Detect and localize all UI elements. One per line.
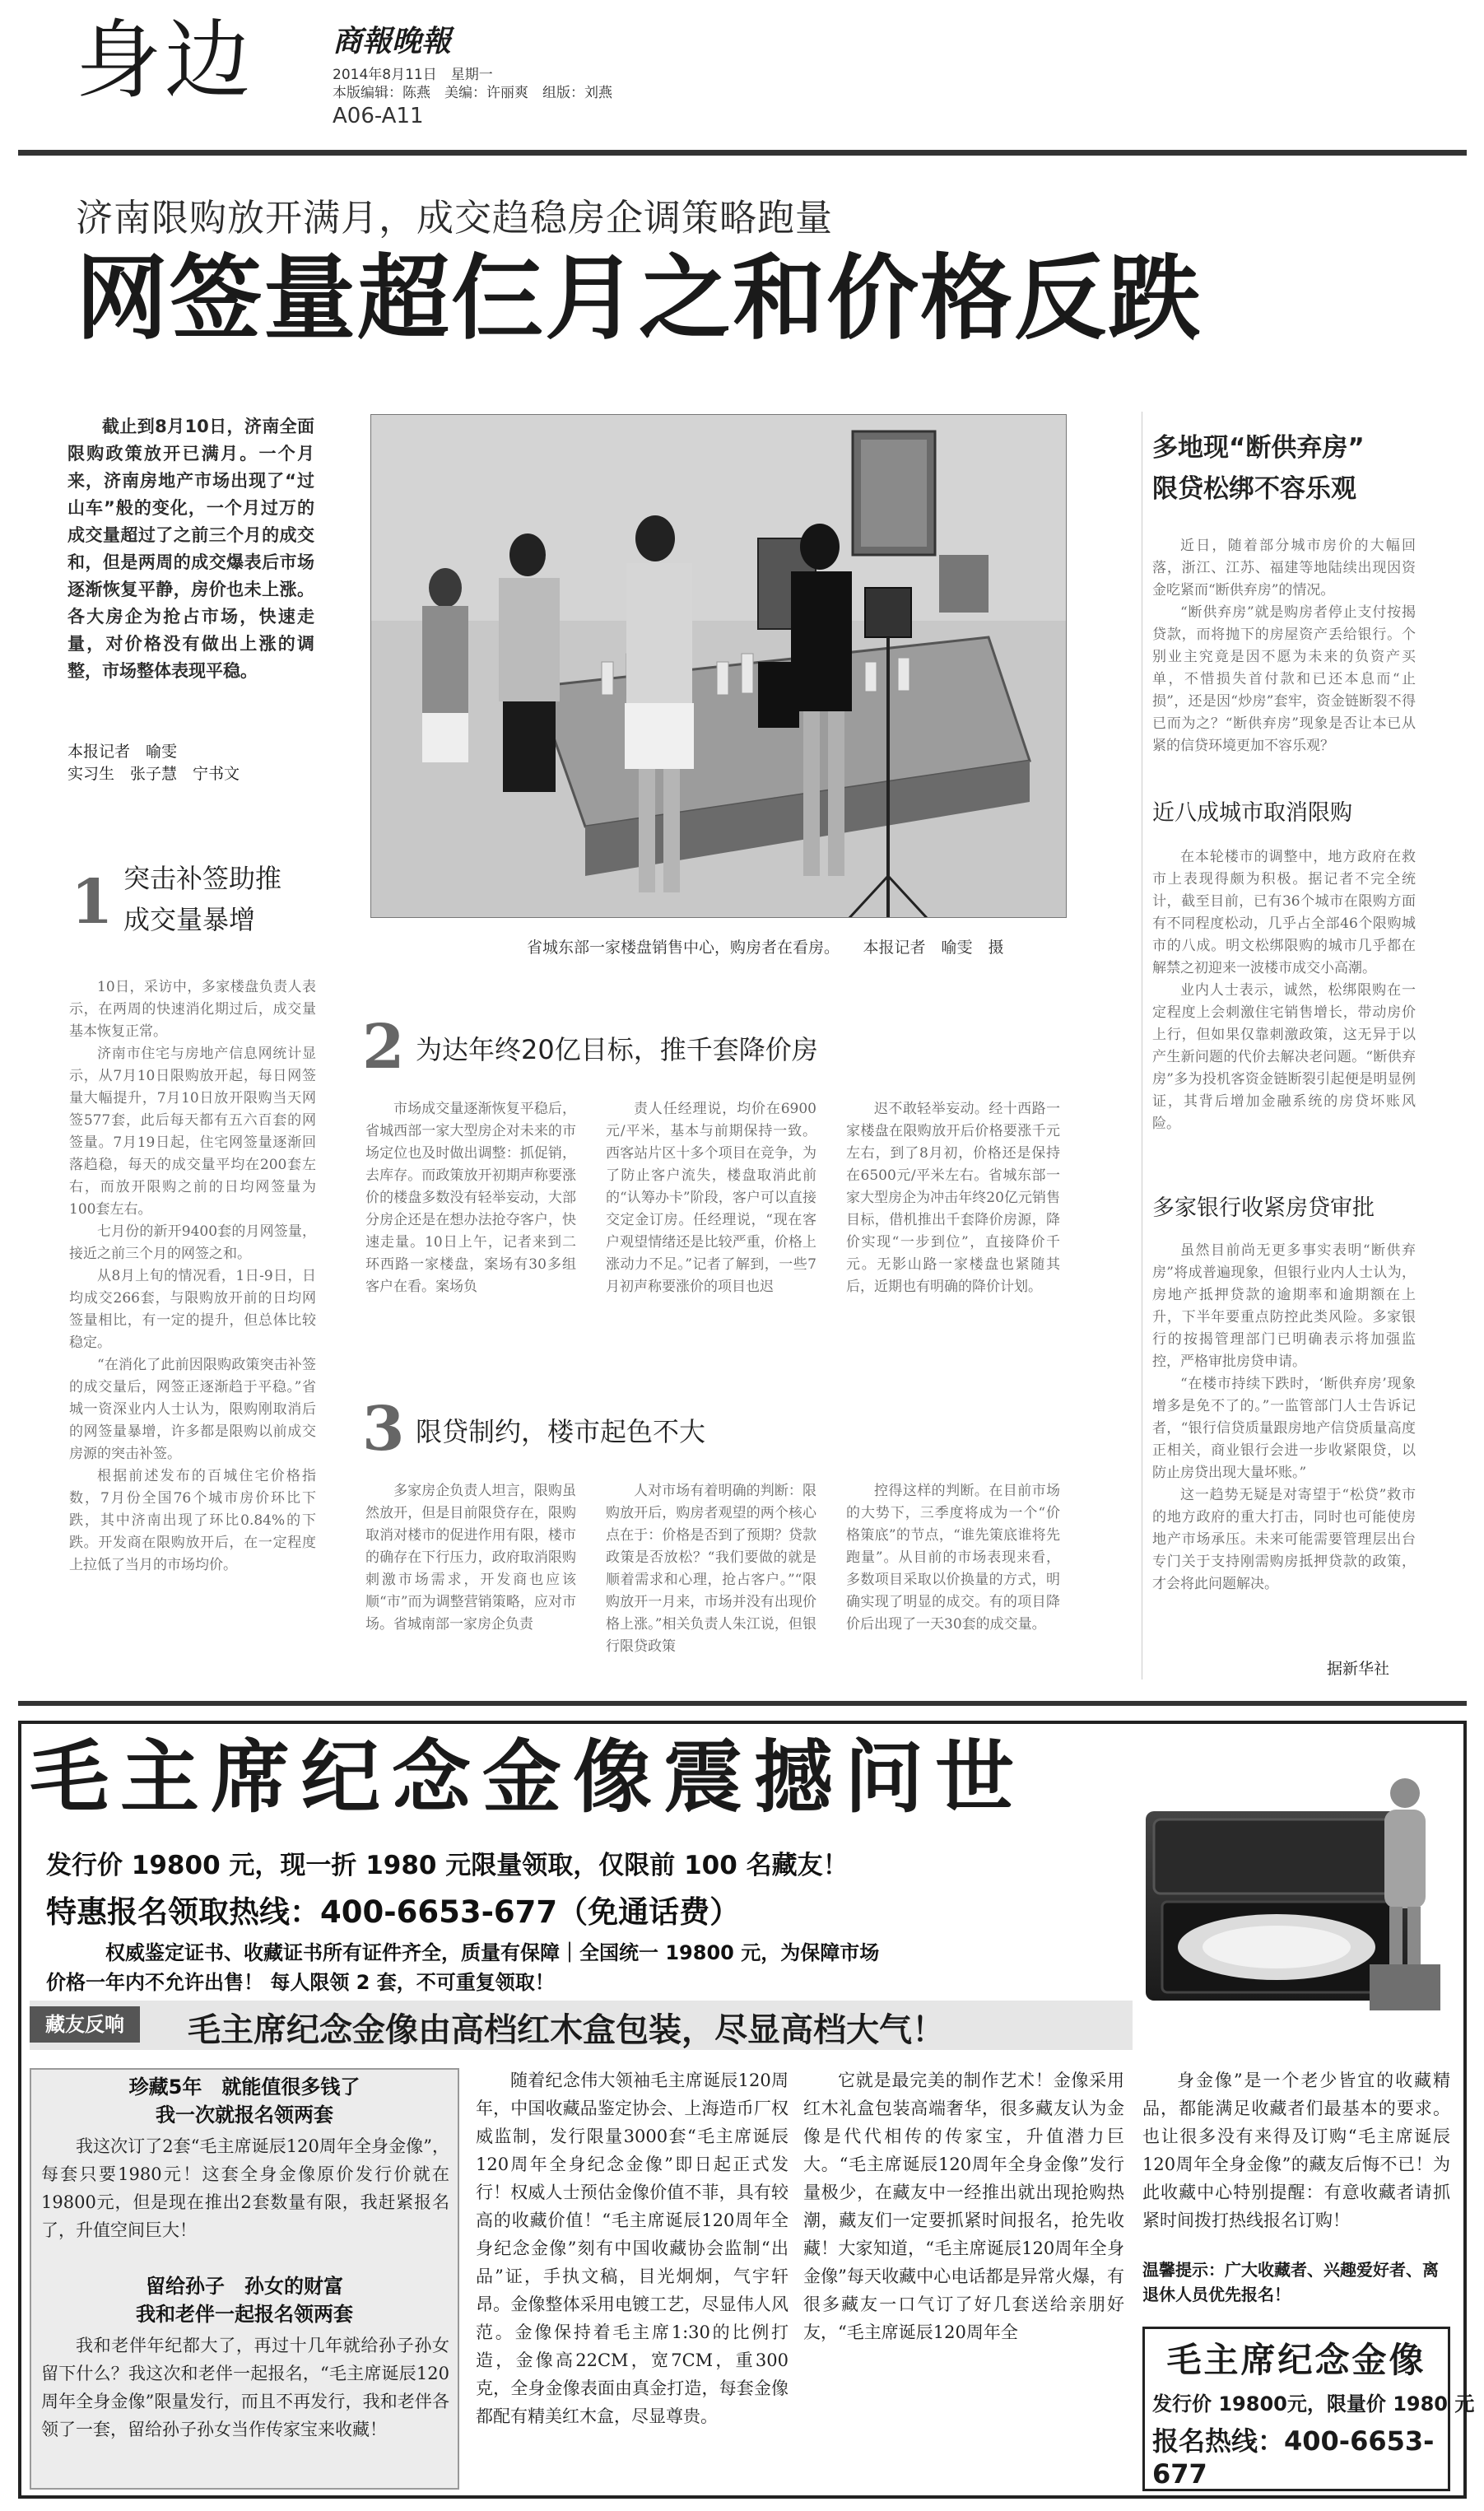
section-2-col1-text: 市场成交量逐渐恢复平稳后，省城西部一家大型房企对未来的市场定位也及时做出调整：抓促销，去库存。而政策放开初期声称要涨价的楼盘多数没有轻举妄动，大部分房企还是在想办法抢夺客户，快速走量。10日上午，记者来到二环西路一家楼盘，案场有30多组客户在看。案场负 — [365, 1101, 576, 1295]
ad-body-col4-text: 身金像”是一个老少皆宜的收藏精品，都能满足收藏者们最基本的要求。也让很多没有来得及订购“毛主席诞辰120周年全身金像”的藏友后悔不已！为此收藏中心特别提醒：有意收藏者请抓紧时间拨打热线报名订购！ — [1142, 2071, 1450, 2230]
sidebar-body-2 — [1152, 846, 1416, 1135]
section-bottom-rule — [18, 1701, 1467, 1706]
editor-line: 本版编辑：陈燕 美编：许丽爽 组版：刘燕 — [333, 85, 612, 101]
byline-reporter: 本报记者 喻雯 — [67, 743, 178, 761]
statue-image — [1360, 1770, 1450, 2017]
testimonial-1-subtitle: 我一次就报名领两套 — [156, 2103, 333, 2127]
section-2-col2 — [606, 1098, 816, 1298]
sidebar-source: 据新华社 — [1327, 1660, 1390, 1678]
ad-headline: 毛主席纪念金像震撼问世 — [30, 1731, 1026, 1824]
section-2-col3-text: 迟不敢轻举妄动。经十西路一家楼盘在限购放开后价格要涨千元左右，到了8月初，价格还是保持在6500元/平米左右。省城东部一家大型房企为冲击年终20亿元销售目标，借机推出千套降价房源，降价实现“一步到位”，直接降价千元。无影山路一家楼盘也紧随其后，近期也有明确的降价计划。 — [846, 1101, 1060, 1295]
section-1-number: 1 — [71, 867, 114, 938]
testimonial-2-title: 留给孙子 孙女的财富 — [146, 2275, 343, 2298]
sidebar-subhead-2: 多家银行收紧房贷审批 — [1152, 1195, 1375, 1221]
section-3-col1 — [365, 1480, 576, 1636]
page-range: A06-A11 — [333, 104, 424, 128]
date-line: 2014年8月11日 星期一 — [333, 67, 493, 83]
photo-caption: 省城东部一家楼盘销售中心，购房者在看房。 本报记者 喻雯 摄 — [527, 939, 1004, 957]
ad-card-price: 发行价 19800元，限量价 1980 元 — [1152, 2392, 1475, 2415]
section-3-col3 — [846, 1480, 1060, 1636]
testimonial-1-text — [41, 2132, 449, 2244]
ad-cert-line2: 价格一年内不允许出售！ 每人限领 2 套，不可重复领取！ — [46, 1971, 555, 1994]
section-1-paragraph: 从8月上旬的情况看，1日-9日，日均成交266套，与限购放开前的日均网签量相比，有一定的提升，但总体比较稳定。 — [69, 1268, 316, 1351]
sidebar-heading-line2: 限贷松绑不容乐观 — [1152, 474, 1356, 504]
sales-center-photo — [370, 414, 1067, 918]
masthead-rule — [18, 150, 1467, 156]
ad-card-hotline: 报名热线：400-6653-677 — [1152, 2425, 1435, 2490]
sidebar-paragraph: 虽然目前尚无更多事实表明“断供弃房”将成普遍现象，但银行业内人士认为，房地产抵押贷款的逾期率和逾期额在上升，下半年要重点防控此类风险。多家银行的按揭管理部门已明确表示将加强监控，严格审批房贷申请。 — [1152, 1242, 1416, 1370]
paper-logo: 商報晚報 — [333, 24, 452, 58]
section-3-col3-text: 控得这样的判断。在目前市场的大势下，三季度将成为一个“价格策底”的节点，“谁先策底谁将先跑量”。从目前的市场表现来看，多数项目采取以价换量的方式，明确实现了明显的成交。有的项目降价后出现了一天30套的成交量。 — [846, 1483, 1060, 1633]
section-1-paragraph: 根据前述发布的百城住宅价格指数，7月份全国76个城市房价环比下跌，其中济南出现了环比0.84%的下跌。开发商在限购放开后，在一定程度上拉低了当月的市场均价。 — [69, 1468, 316, 1573]
article-headline: 网签量超仨月之和价格反跌 — [76, 245, 1202, 352]
testimonial-2-paragraph: 我和老伴年纪都大了，再过十几年就给孙子孙女留下什么？我这次和老伴一起报名，“毛主席诞辰120周年全身金像”限量发行，而且不再发行，我和老伴各领了一套，留给孙子孙女当作传家宝来收藏！ — [41, 2336, 449, 2439]
testimonial-2-text — [41, 2332, 449, 2443]
ad-price-line: 发行价 19800 元，现一折 1980 元限量领取，仅限前 100 名藏友！ — [46, 1851, 849, 1880]
sidebar-subhead-1: 近八成城市取消限购 — [1152, 800, 1352, 826]
sidebar-paragraph: 在本轮楼市的调整中，地方政府在救市上表现得颇为积极。据记者不完全统计，截至目前，已有36个城市在限购方面有不同程度松动，几乎占全部46个限购城市的八成。明文松绑限购的城市几乎都在解禁之初迎来一波楼市成交小高潮。 — [1152, 849, 1416, 976]
sidebar-paragraph: 业内人士表示，诚然，松绑限购在一定程度上会刺激住宅销售增长，带动房价上行，但如果仅靠刺激政策，这无异于以产生新问题的代价去解决老问题。“断供弃房”多为投机客资金链断裂引起便是明显例证，其背后增加金融系统的房贷坏账风险。 — [1152, 982, 1416, 1132]
section-3-col2 — [606, 1480, 816, 1658]
section-1-title-line1: 突击补签助推 — [123, 863, 282, 894]
section-1-title-line2: 成交量暴增 — [123, 904, 256, 935]
article-kicker: 济南限购放开满月，成交趋稳房企调策略跑量 — [76, 196, 834, 240]
testimonial-2-subtitle: 我和老伴一起报名领两套 — [136, 2303, 353, 2326]
article-lead — [67, 413, 314, 685]
section-3-number: 3 — [362, 1394, 405, 1465]
section-2-col3 — [846, 1098, 1060, 1298]
sidebar-body-3 — [1152, 1240, 1416, 1596]
lead-paragraph: 截止到8月10日，济南全面限购政策放开已满月。一个月来，济南房地产市场出现了“过山车”般的变化，一个月过万的成交量超过了之前三个月的成交和，但是两周的成交爆表后市场逐渐恢复平静，房价也未上涨。各大房企为抢占市场，快速走量，对价格没有做出上涨的调整，市场整体表现平稳。 — [67, 417, 314, 681]
ad-body-col3-text: 它就是最完美的制作艺术！金像采用红木礼盒包装高端奢华，很多藏友认为金像是代代相传的传家宝，升值潜力巨大。“毛主席诞辰120周年全身金像”发行量极少，在藏友中一经推出就出现抢购热潮，藏友们一定要抓紧时间报名，抢先收藏！大家知道，“毛主席诞辰120周年全身金像”每天收藏中心电话都是异常火爆，有很多藏友一口气订了好几套送给亲朋好友，“毛主席诞辰120周年全 — [803, 2071, 1124, 2342]
ad-feedback-tag: 藏友反响 — [30, 2006, 140, 2043]
section-1-paragraph: “在消化了此前因限购政策突击补签的成交量后，网签正逐渐趋于平稳。”省城一资深业内人士认为，限购刚取消后的网签量暴增，许多都是限购以前成交房源的突击补签。 — [69, 1357, 316, 1462]
sidebar-paragraph: 近日，随着部分城市房价的大幅回落，浙江、江苏、福建等地陆续出现因资金吃紧而“断供弃房”的情况。 — [1152, 538, 1416, 599]
testimonial-1-paragraph: 我这次订了2套“毛主席诞辰120周年全身金像”，每套只要1980元！这套全身金像原价发行价就在19800元，但是现在推出2套数量有限，我赶紧报名了，升值空间巨大！ — [41, 2136, 449, 2240]
sidebar-paragraph: “在楼市持续下跌时，‘断供弃房’现象增多是免不了的。”一监管部门人士告诉记者，“银行信贷质量跟房地产信贷质量高度正相关，商业银行会进一步收紧限贷，以防止房贷出现大量坏账。” — [1152, 1376, 1416, 1481]
photo-illustration — [371, 415, 1067, 918]
section-2-col2-text: 责人任经理说，均价在6900元/平米，基本与前期保持一致。西客站片区十多个项目在竞争，为了防止客户流失，楼盘取消此前的“认筹办卡”阶段，客户可以直接交定金订房。任经理说，“现在客户观望情绪还是比较严重，价格上涨动力不足。”记者了解到，一些7月初声称要涨价的项目也迟 — [606, 1101, 816, 1295]
section-1-paragraph: 10日，采访中，多家楼盘负责人表示，在两周的快速消化期过后，成交量基本恢复正常。 — [69, 979, 316, 1040]
ad-body-col4 — [1142, 2066, 1450, 2248]
section-1-body — [69, 976, 316, 1577]
testimonial-1-title: 珍藏5年 就能值很多钱了 — [128, 2075, 361, 2099]
byline-interns: 实习生 张子慧 宁书文 — [67, 765, 240, 783]
ad-body-col3 — [803, 2066, 1124, 2488]
ad-card-title: 毛主席纪念金像 — [1166, 2340, 1426, 2380]
ad-body-col2 — [476, 2066, 789, 2488]
ad-subhead: 毛主席纪念金像由高档红木盒包装，尽显高档大气！ — [188, 2010, 945, 2049]
section-title: 身边 — [76, 10, 254, 110]
section-2-col1 — [365, 1098, 576, 1298]
statue-illustration — [1360, 1770, 1450, 2017]
sidebar-paragraph: 这一趋势无疑是对寄望于“松贷”救市的地方政府的重大打击，同时也可能使房地产市场承压。未来可能需要管理层出台专门关于支持刚需购房抵押贷款的政策，才会将此问题解决。 — [1152, 1487, 1416, 1592]
section-1-paragraph: 济南市住宅与房地产信息网统计显示，从7月10日限购放开起，每日网签量大幅提升，7月10日放开限购当天网签577套，此后每天都有五六百套的网签量。7月19日起，住宅网签量逐渐回落趋稳，每天的成交量平均在200套左右，而放开限购之前的日均网签量为100套左右。 — [69, 1046, 316, 1218]
section-1-paragraph: 七月份的新开9400套的月网签量，接近之前三个月的网签之和。 — [69, 1223, 316, 1262]
ad-body-col2-text: 随着纪念伟大领袖毛主席诞辰120周年，中国收藏品鉴定协会、上海造币厂权威监制，发行限量3000套“毛主席诞辰120周年全身纪念金像”即日起正式发行！权威人士预估金像价值不菲，具有较高的收藏价值！“毛主席诞辰120周年全身纪念金像”刻有中国收藏协会监制“出品”证，手执文稿，目光炯炯，气宇轩昂。金像整体采用电镀工艺，尽显伟人风范。金像保持着毛主席1:30的比例打造，金像高22CM，宽7CM，重300克，全身金像表面由真金打造，每套金像都配有精美红木盒，尽显尊贵。 — [476, 2071, 789, 2426]
ad-tip: 温馨提示：广大收藏者、兴趣爱好者、离退休人员优先报名！ — [1142, 2260, 1439, 2304]
ad-hotline: 特惠报名领取热线：400-6653-677（免通话费） — [46, 1894, 741, 1930]
section-3-col2-text: 人对市场有着明确的判断：限购放开后，购房者观望的两个核心点在于：价格是否到了预期？贷款政策是否放松？“我们要做的就是顺着需求和心理，抢占客户。”“限购放开一月来，市场并没有出现价格上涨。”相关负责人朱江说，但银行限贷政策 — [606, 1483, 816, 1655]
sidebar-paragraph: “断供弃房”就是购房者停止支付按揭贷款，而将抛下的房屋资产丢给银行。个别业主究竟是因不愿为未来的负资产买单，不惜损失首付款和已还本息而“止损”，还是因“炒房”套牢，资金链断裂不得已而为之？“断供弃房”现象是否让本已从紧的信贷环境更加不容乐观？ — [1152, 604, 1416, 754]
section-3-col1-text: 多家房企负责人坦言，限购虽然放开，但是目前限贷存在，限购取消对楼市的促进作用有限，楼市的确存在下行压力，政府取消限购刺激市场需求，开发商也应该顺“市”而为调整营销策略，应对市场。省城南部一家房企负责 — [365, 1483, 576, 1633]
section-3-title: 限贷制约，楼市起色不大 — [416, 1416, 706, 1447]
sidebar-body-1 — [1152, 535, 1416, 757]
sidebar-heading-line1: 多地现“断供弃房” — [1152, 433, 1365, 463]
ad-cert-line1: 权威鉴定证书、收藏证书所有证件齐全，质量有保障｜全国统一 19800 元，为保障市场 — [105, 1941, 880, 1964]
section-2-number: 2 — [362, 1012, 405, 1083]
section-2-title: 为达年终20亿目标，推千套降价房 — [416, 1034, 818, 1065]
